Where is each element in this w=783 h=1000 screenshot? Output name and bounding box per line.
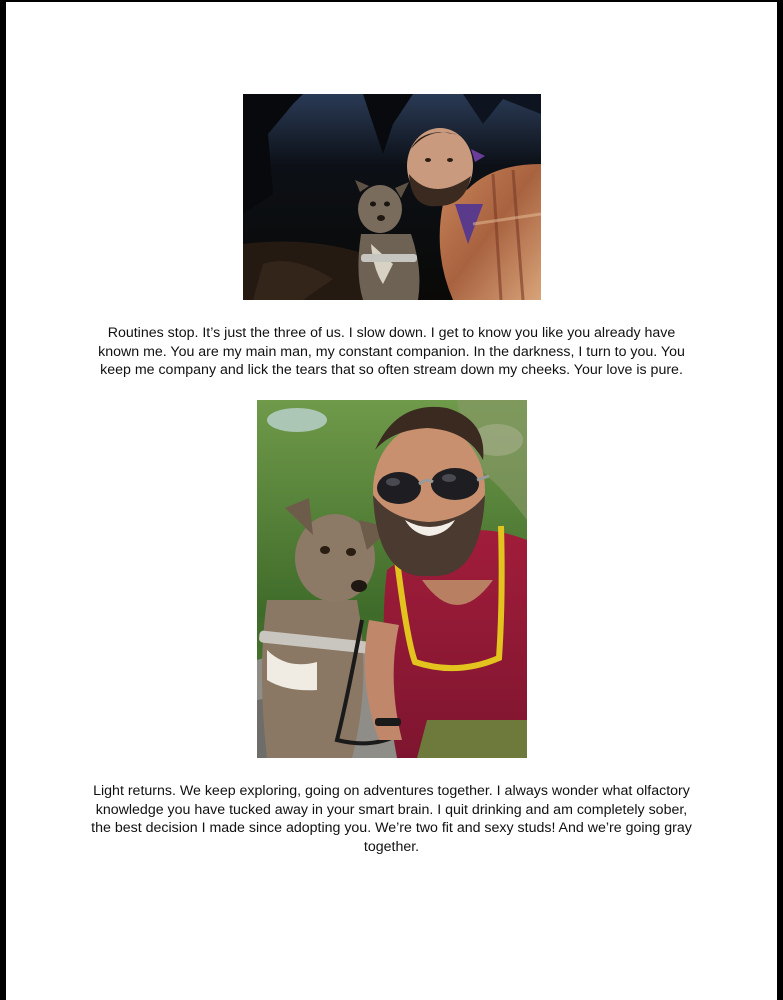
paragraph-light-returns: Light returns. We keep exploring, going on adventures together. I always wonder what olfactory knowledge you have tucked away in your smart brain. I quit drinking and am completely sober, the best decision I made since adopting you. We’re two fit and sexy studs! And we’re going gray together. [91,783,692,855]
paragraph-darkness: Routines stop. It’s just the three of us. I slow down. I get to know you like you already have known me. You are my main man, my constant companion. In the darkness, I turn to you. You keep me company and lick the tears that so often stream down my cheeks. Your love is pure. [98,325,685,378]
photo-daylight-selfie-with-dog [257,400,527,758]
photo-night-illustration [243,94,541,300]
document-page [6,2,777,1000]
photo-night-selfie-with-dog [243,94,541,300]
photo-daylight-illustration [257,400,527,758]
